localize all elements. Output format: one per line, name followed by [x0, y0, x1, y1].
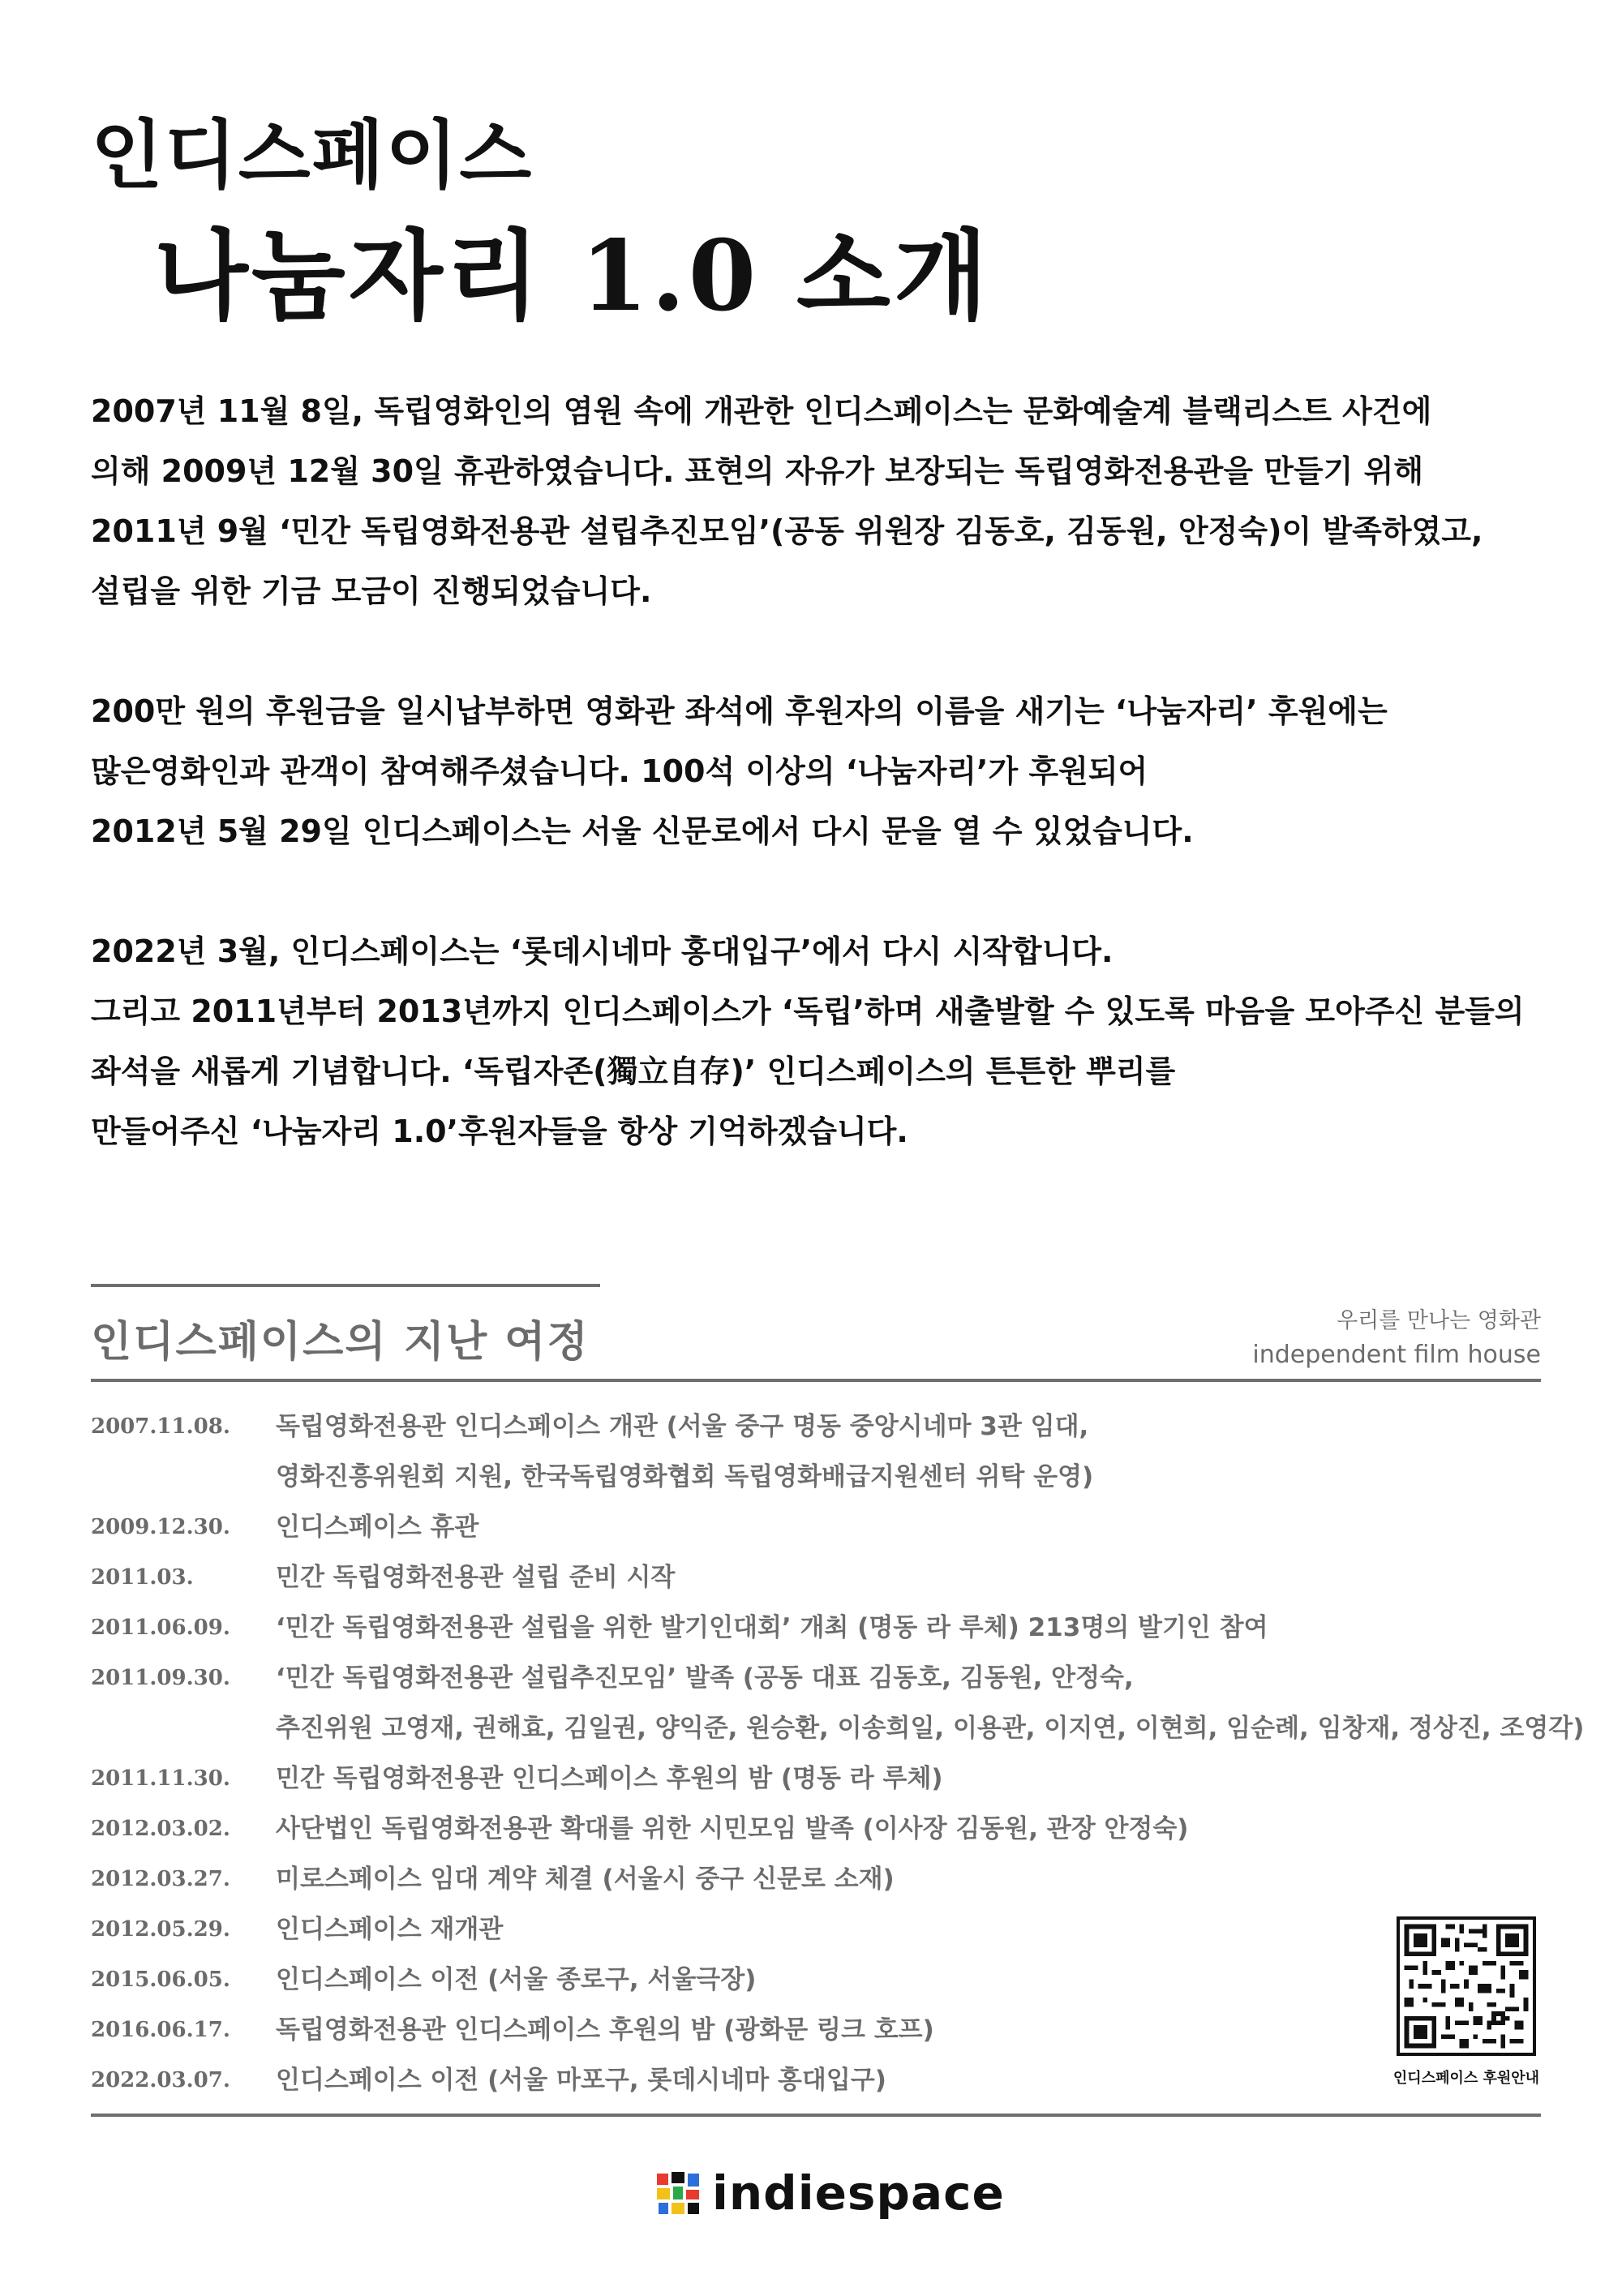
intro-paragraph-3 — [91, 921, 1567, 1161]
timeline-line: 미로스페이스 임대 계약 체결 (서울시 중구 신문로 소재) — [276, 1865, 895, 1894]
timeline-text — [276, 1552, 675, 1603]
page-title: 나눔자리 1.0 소개 — [154, 219, 991, 333]
timeline-text — [276, 1753, 943, 1804]
intro-line: 2012년 5월 29일 인디스페이스는 서울 신문로에서 다시 문을 열 수 있었습니다. — [91, 813, 1194, 849]
timeline-text — [276, 1955, 756, 2005]
timeline-row — [91, 1804, 1405, 1854]
timeline-text — [276, 1603, 1268, 1653]
timeline-row — [91, 2055, 1405, 2105]
intro-paragraph-1 — [91, 381, 1567, 621]
timeline-date: 2007.11.08. — [91, 1414, 230, 1439]
qr-code-graphic — [1400, 1920, 1533, 2053]
timeline-text — [276, 1904, 503, 1955]
section-divider — [91, 2114, 1541, 2117]
timeline-line: 인디스페이스 재개관 — [276, 1915, 504, 1944]
timeline-date: 2015.06.05. — [91, 1968, 230, 1992]
logo-wordmark: indiespace — [712, 2165, 1005, 2221]
tagline-ko: 우리를 만나는 영화관 — [1337, 1308, 1541, 1333]
qr-code-icon[interactable] — [1397, 1916, 1536, 2056]
section-divider — [91, 1379, 1541, 1382]
journey-title: 인디스페이스의 지난 여정 — [91, 1317, 590, 1367]
timeline-text — [276, 2055, 886, 2105]
qr-caption: 인디스페이스 후원안내 — [1392, 2070, 1540, 2087]
timeline-row — [91, 1401, 1405, 1502]
timeline-text — [276, 1804, 1188, 1854]
timeline-date: 2011.03. — [91, 1565, 194, 1590]
timeline-row — [91, 1904, 1405, 1955]
timeline-date: 2011.06.09. — [91, 1616, 230, 1640]
timeline-row — [91, 1955, 1405, 2005]
indiespace-mark-icon — [655, 2170, 701, 2216]
intro-line: 2011년 9월 ‘민간 독립영화전용관 설립추진모임’(공동 위원장 김동호, 김동원, 안정숙)이 발족하였고, — [91, 513, 1483, 549]
timeline-date: 2011.09.30. — [91, 1666, 230, 1690]
intro-line: 많은영화인과 관객이 참여해주셨습니다. 100석 이상의 ‘나눔자리’가 후원되어 — [91, 753, 1148, 789]
timeline-date: 2012.03.02. — [91, 1817, 230, 1841]
timeline-line: 독립영화전용관 인디스페이스 개관 (서울 중구 명동 중앙시네마 3관 임대, — [276, 1412, 1089, 1441]
timeline-row — [91, 1603, 1405, 1653]
intro-text — [91, 381, 1567, 1221]
timeline-date: 2012.03.27. — [91, 1867, 230, 1891]
timeline-text — [276, 1502, 478, 1552]
timeline-line: ‘민간 독립영화전용관 설립추진모임’ 발족 (공동 대표 김동호, 김동원, 안정숙, — [276, 1663, 1134, 1693]
timeline-line: 인디스페이스 이전 (서울 종로구, 서울극장) — [276, 1965, 757, 1994]
intro-line: 그리고 2011년부터 2013년까지 인디스페이스가 ‘독립’하며 새출발할 수 있도록 마음을 모아주신 분들의 — [91, 994, 1525, 1029]
timeline-line: 인디스페이스 휴관 — [276, 1513, 479, 1542]
intro-line: 2022년 3월, 인디스페이스는 ‘롯데시네마 홍대입구’에서 다시 시작합니다. — [91, 933, 1114, 969]
intro-line: 좌석을 새롭게 기념합니다. ‘독립자존(獨立自存)’ 인디스페이스의 튼튼한 뿌리를 — [91, 1054, 1176, 1089]
timeline-row — [91, 2005, 1405, 2055]
timeline-row — [91, 1502, 1405, 1552]
timeline-row — [91, 1653, 1585, 1753]
brand-title: 인디스페이스 — [91, 112, 534, 199]
timeline-line: 민간 독립영화전용관 설립 준비 시작 — [276, 1563, 676, 1592]
timeline-text — [276, 1653, 1584, 1753]
timeline-line: 영화진흥위원회 지원, 한국독립영화협회 독립영화배급지원센터 위탁 운영) — [276, 1462, 1094, 1491]
tagline — [1252, 1304, 1541, 1372]
intro-line: 설립을 위한 기금 모금이 진행되었습니다. — [91, 573, 652, 609]
timeline-text — [276, 1854, 895, 1904]
timeline-row — [91, 1753, 1405, 1804]
timeline-text — [276, 1401, 1093, 1502]
timeline-line: ‘민간 독립영화전용관 설립을 위한 발기인대회’ 개최 (명동 라 루체) 213명의 발기인 참여 — [276, 1613, 1268, 1642]
timeline-row — [91, 1552, 1405, 1603]
intro-line: 2007년 11월 8일, 독립영화인의 염원 속에 개관한 인디스페이스는 문화예술계 블랙리스트 사건에 — [91, 393, 1432, 429]
timeline-line: 독립영화전용관 인디스페이스 후원의 밤 (광화문 링크 호프) — [276, 2015, 934, 2045]
indiespace-logo — [655, 2165, 1005, 2221]
timeline-date: 2012.05.29. — [91, 1917, 230, 1942]
timeline-date: 2011.11.30. — [91, 1766, 230, 1791]
tagline-en: independent film house — [1252, 1341, 1541, 1369]
timeline-line: 민간 독립영화전용관 인디스페이스 후원의 밤 (명동 라 루체) — [276, 1764, 943, 1793]
timeline-row — [91, 1854, 1405, 1904]
timeline-date: 2022.03.07. — [91, 2068, 230, 2092]
timeline-date: 2016.06.17. — [91, 2018, 230, 2042]
timeline-text — [276, 2005, 934, 2055]
section-divider — [91, 1284, 600, 1287]
timeline-line: 인디스페이스 이전 (서울 마포구, 롯데시네마 홍대입구) — [276, 2066, 886, 2095]
intro-line: 의해 2009년 12월 30일 휴관하였습니다. 표현의 자유가 보장되는 독립영화전용관을 만들기 위해 — [91, 453, 1424, 489]
timeline-line: 추진위원 고영재, 권해효, 김일권, 양익준, 원승환, 이송희일, 이용관, 이지연, 이현희, 임순례, 임창재, 정상진, 조영각) — [276, 1714, 1585, 1743]
timeline-date: 2009.12.30. — [91, 1515, 230, 1539]
timeline-line: 사단법인 독립영화전용관 확대를 위한 시민모임 발족 (이사장 김동원, 관장 안정숙) — [276, 1814, 1189, 1843]
intro-paragraph-2 — [91, 681, 1567, 861]
intro-line: 200만 원의 후원금을 일시납부하면 영화관 좌석에 후원자의 이름을 새기는 ‘나눔자리’ 후원에는 — [91, 693, 1388, 729]
intro-line: 만들어주신 ‘나눔자리 1.0’후원자들을 항상 기억하겠습니다. — [91, 1114, 908, 1149]
